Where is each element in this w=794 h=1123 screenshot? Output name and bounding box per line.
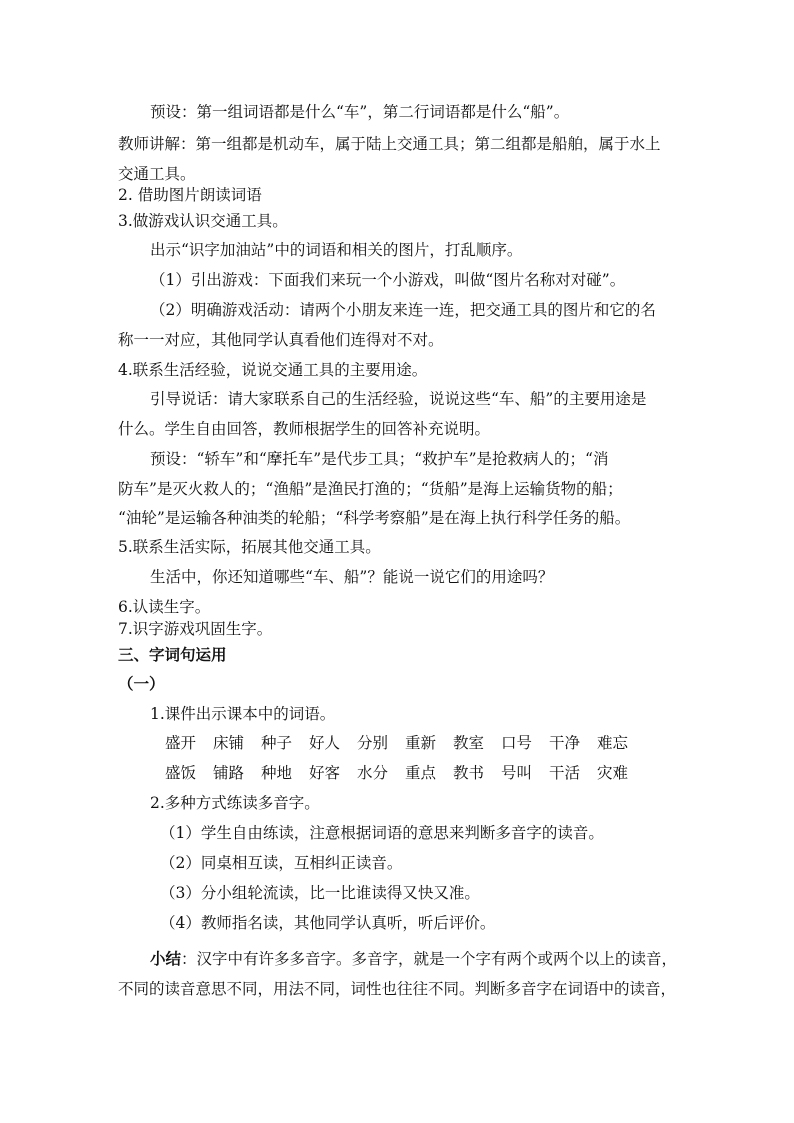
subsection-1-heading: （一） — [118, 674, 165, 693]
life-question-line: 生活中，你还知道哪些“车、船”？能说一说它们的用途吗？ — [150, 568, 554, 586]
word-item: 教室 — [453, 734, 485, 752]
word-item: 口号 — [501, 734, 533, 752]
preset-vehicles-cont2: “油轮”是运输各种油类的轮船；“科学考察船”是在海上执行科学任务的船。 — [118, 509, 631, 527]
teacher-explanation-line: 教师讲解：第一组都是机动车，属于陆上交通工具；第二组都是船舶，属于水上 — [118, 135, 661, 153]
courseware-line: 1.课件出示课本中的词语。 — [150, 705, 336, 723]
word-item: 好人 — [309, 734, 341, 752]
practice-step-2: （2）同桌相互读，互相纠正读音。 — [160, 854, 403, 872]
step-3-heading: 3.做游戏认识交通工具。 — [118, 212, 288, 230]
step-5-heading: 5.联系生活实际，拓展其他交通工具。 — [118, 538, 381, 556]
teacher-explanation-cont: 交通工具。 — [118, 165, 196, 183]
section-3-heading: 三、字词句运用 — [118, 645, 227, 664]
step-2-heading: 2. 借助图片朗读词语 — [118, 186, 262, 204]
word-row-2 — [0, 763, 794, 783]
word-item: 种子 — [261, 734, 293, 752]
practice-step-4: （4）教师指名读，其他同学认真听，听后评价。 — [160, 914, 496, 932]
word-item: 盛饭 — [165, 764, 197, 782]
step-6-heading: 6.认读生字。 — [118, 598, 211, 616]
polyphone-practice-heading: 2.多种方式练读多音字。 — [150, 794, 320, 812]
step-4-heading: 4.联系生活经验，说说交通工具的主要用途。 — [118, 361, 428, 379]
game-activity-line: （2）明确游戏活动：请两个小朋友来连一连，把交通工具的图片和它的名 — [150, 301, 656, 319]
word-item: 水分 — [357, 764, 389, 782]
practice-step-3: （3）分小组轮流读，比一比谁读得又快又准。 — [160, 884, 480, 902]
word-item: 难忘 — [597, 734, 629, 752]
preset-vehicles-cont1: 防车”是灭火救人的；“渔船”是渔民打渔的；“货船”是海上运输货物的船； — [118, 480, 623, 498]
word-row-1 — [0, 733, 794, 753]
summary-line — [150, 949, 677, 969]
guide-speech-cont: 什么。学生自由回答，教师根据学生的回答补充说明。 — [118, 420, 491, 438]
word-item: 盛开 — [165, 734, 197, 752]
word-item: 干活 — [549, 764, 581, 782]
summary-text: ：汉字中有许多多音字。多音字，就是一个字有两个或两个以上的读音， — [181, 950, 678, 968]
word-item: 床铺 — [213, 734, 245, 752]
word-item: 种地 — [261, 764, 293, 782]
word-item: 教书 — [453, 764, 485, 782]
summary-label: 小结 — [150, 949, 182, 968]
word-item: 铺路 — [213, 764, 245, 782]
game-activity-cont: 称一一对应，其他同学认真看他们连得对不对。 — [118, 331, 444, 349]
summary-cont: 不同的读音意思不同，用法不同，词性也往往不同。判断多音字在词语中的读音， — [118, 980, 677, 998]
word-item: 好客 — [309, 764, 341, 782]
step-7-heading: 7.识字游戏巩固生字。 — [118, 620, 273, 638]
word-item: 灾难 — [597, 764, 629, 782]
preset-vehicles-line: 预设：“轿车”和“摩托车”是代步工具；“救护车”是抢救病人的；“消 — [150, 450, 609, 468]
word-item: 干净 — [549, 734, 581, 752]
game-intro-line: （1）引出游戏：下面我们来玩一个小游戏，叫做“图片名称对对碰”。 — [150, 271, 626, 289]
word-item: 分别 — [357, 734, 389, 752]
preset-line: 预设：第一组词语都是什么“车”，第二行词语都是什么“船”。 — [150, 103, 570, 121]
show-words-line: 出示“识字加油站”中的词语和相关的图片，打乱顺序。 — [150, 241, 523, 259]
word-item: 号叫 — [501, 764, 533, 782]
word-item: 重点 — [405, 764, 437, 782]
practice-step-1: （1）学生自由练读，注意根据词语的意思来判断多音字的读音。 — [160, 824, 604, 842]
guide-speech-line: 引导说话：请大家联系自己的生活经验，说说这些“车、船”的主要用途是 — [150, 390, 647, 408]
word-item: 重新 — [405, 734, 437, 752]
